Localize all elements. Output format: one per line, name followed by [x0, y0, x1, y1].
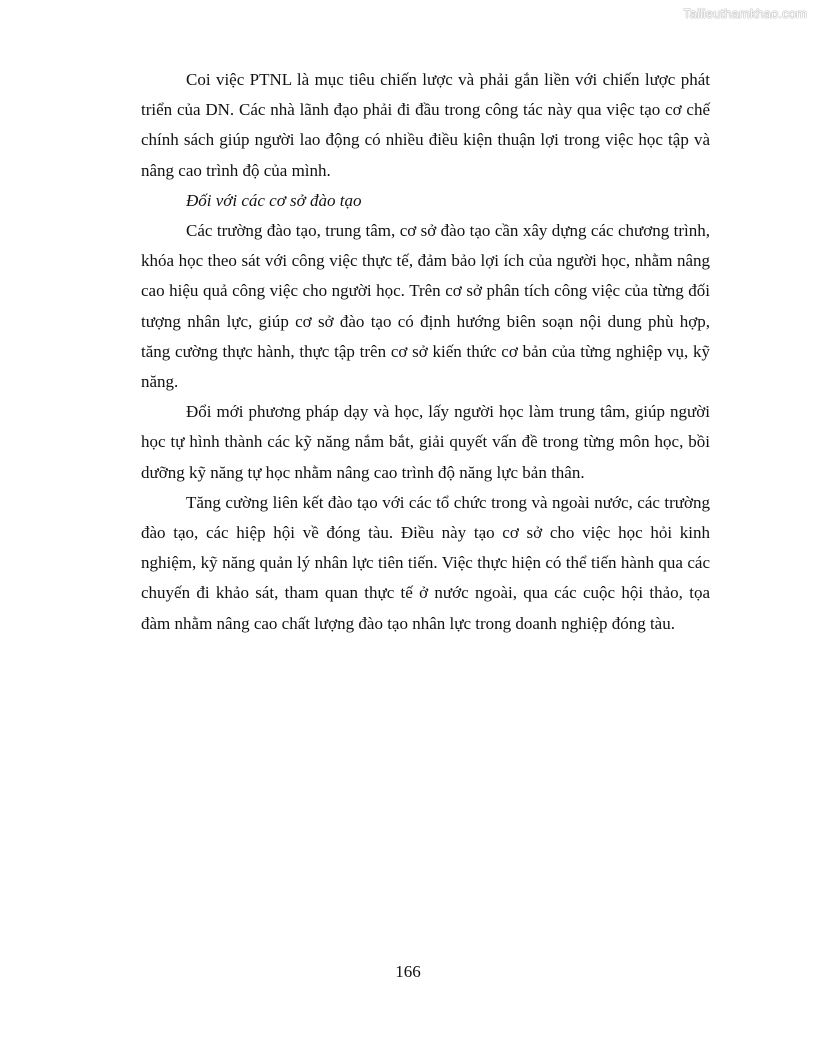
- paragraph-ptnl-strategy: Coi việc PTNL là mục tiêu chiến lược và phải gắn liền với chiến lược phát triển của DN. Các nhà lãnh đạo phải đi đầu trong công tác này qua việc tạo cơ chế chính sách giúp người lao động có nhiều điều kiện thuận lợi trong việc học tập và nâng cao trình độ của mình.: [141, 70, 710, 180]
- watermark: Tailieuthamkhao.com: [682, 6, 807, 21]
- paragraph-training-programs: Các trường đào tạo, trung tâm, cơ sở đào tạo cần xây dựng các chương trình, khóa học theo sát với công việc thực tế, đảm bảo lợi ích của người học, nhằm nâng cao hiệu quả công việc cho người học. Trên cơ sở phân tích công việc của từng đối tượng nhân lực, giúp cơ sở đào tạo có định hướng biên soạn nội dung phù hợp, tăng cường thực hành, thực tập trên cơ sở kiến thức cơ bản của từng nghiệp vụ, kỹ năng.: [141, 221, 710, 392]
- page-number: 166: [395, 962, 421, 981]
- page-body: [141, 65, 710, 639]
- paragraph-training-cooperation: Tăng cường liên kết đào tạo với các tổ chức trong và ngoài nước, các trường đào tạo, các hiệp hội về đóng tàu. Điều này tạo cơ sở cho việc học hỏi kinh nghiệm, kỹ năng quản lý nhân lực tiên tiến. Việc thực hiện có thể tiến hành qua các chuyến đi khảo sát, tham quan thực tế ở nước ngoài, qua các cuộc hội thảo, tọa đàm nhằm nâng cao chất lượng đào tạo nhân lực trong doanh nghiệp đóng tàu.: [141, 492, 710, 633]
- section-heading-training-institutions: Đối với các cơ sở đào tạo: [186, 190, 362, 210]
- paragraph-teaching-methods: Đổi mới phương pháp dạy và học, lấy người học làm trung tâm, giúp người học tự hình thành các kỹ năng nắm bắt, giải quyết vấn đề trong từng môn học, bồi dưỡng kỹ năng tự học nhằm nâng cao trình độ năng lực bản thân.: [141, 402, 710, 482]
